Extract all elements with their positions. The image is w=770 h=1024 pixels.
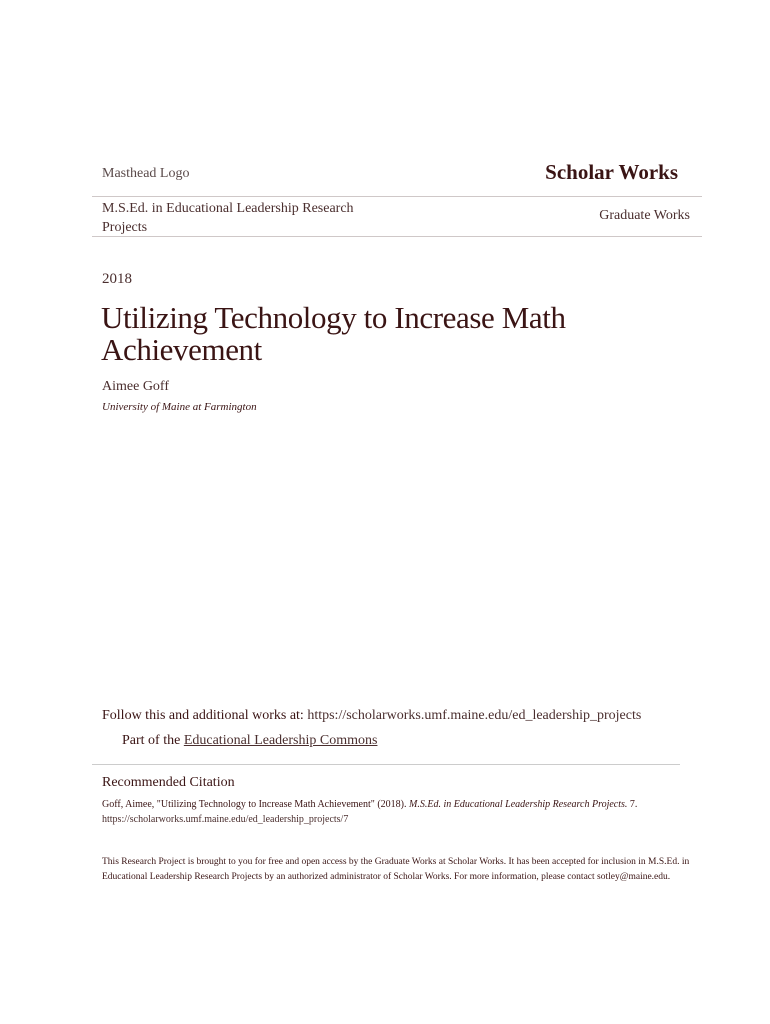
series-name[interactable]: M.S.Ed. in Educational Leadership Research Projects	[102, 201, 354, 235]
access-notice: This Research Project is brought to you for free and open access by the Graduate Works at Scholar Works. It has been accepted for inclusion in M.S.Ed. in Educational Leadership Research Projects by an authorized administrator of Scholar Works. For more information, please contact sotley@maine.edu.	[102, 857, 690, 882]
citation-divider	[92, 764, 680, 765]
publication-year: 2018	[102, 271, 132, 287]
header-divider-top	[92, 196, 702, 197]
citation-url-link[interactable]: https://scholarworks.umf.maine.edu/ed_leadership_projects/7	[102, 814, 349, 825]
commons-link[interactable]: Educational Leadership Commons	[183, 733, 378, 748]
follow-label: Follow this and additional works at:	[102, 708, 304, 723]
citation-block	[102, 797, 702, 827]
part-of-prefix: Part of the	[122, 733, 181, 748]
citation-number: 7.	[629, 799, 638, 810]
collection-name[interactable]: Graduate Works	[599, 208, 690, 223]
citation-text: Goff, Aimee, "Utilizing Technology to Increase Math Achievement" (2018).	[102, 799, 407, 810]
masthead-logo[interactable]: Masthead Logo	[102, 166, 190, 181]
follow-line	[102, 708, 702, 724]
header-divider-bottom	[92, 236, 702, 237]
follow-url-link[interactable]: https://scholarworks.umf.maine.edu/ed_leadership_projects	[307, 708, 642, 723]
part-of-line	[122, 733, 377, 749]
recommended-citation-heading: Recommended Citation	[102, 775, 235, 790]
paper-title: Utilizing Technology to Increase Math Achievement	[101, 300, 566, 367]
site-name[interactable]: Scholar Works	[545, 160, 678, 184]
author-name: Aimee Goff	[102, 379, 169, 394]
citation-series: M.S.Ed. in Educational Leadership Research Projects.	[409, 799, 628, 810]
author-affiliation: University of Maine at Farmington	[102, 401, 257, 413]
